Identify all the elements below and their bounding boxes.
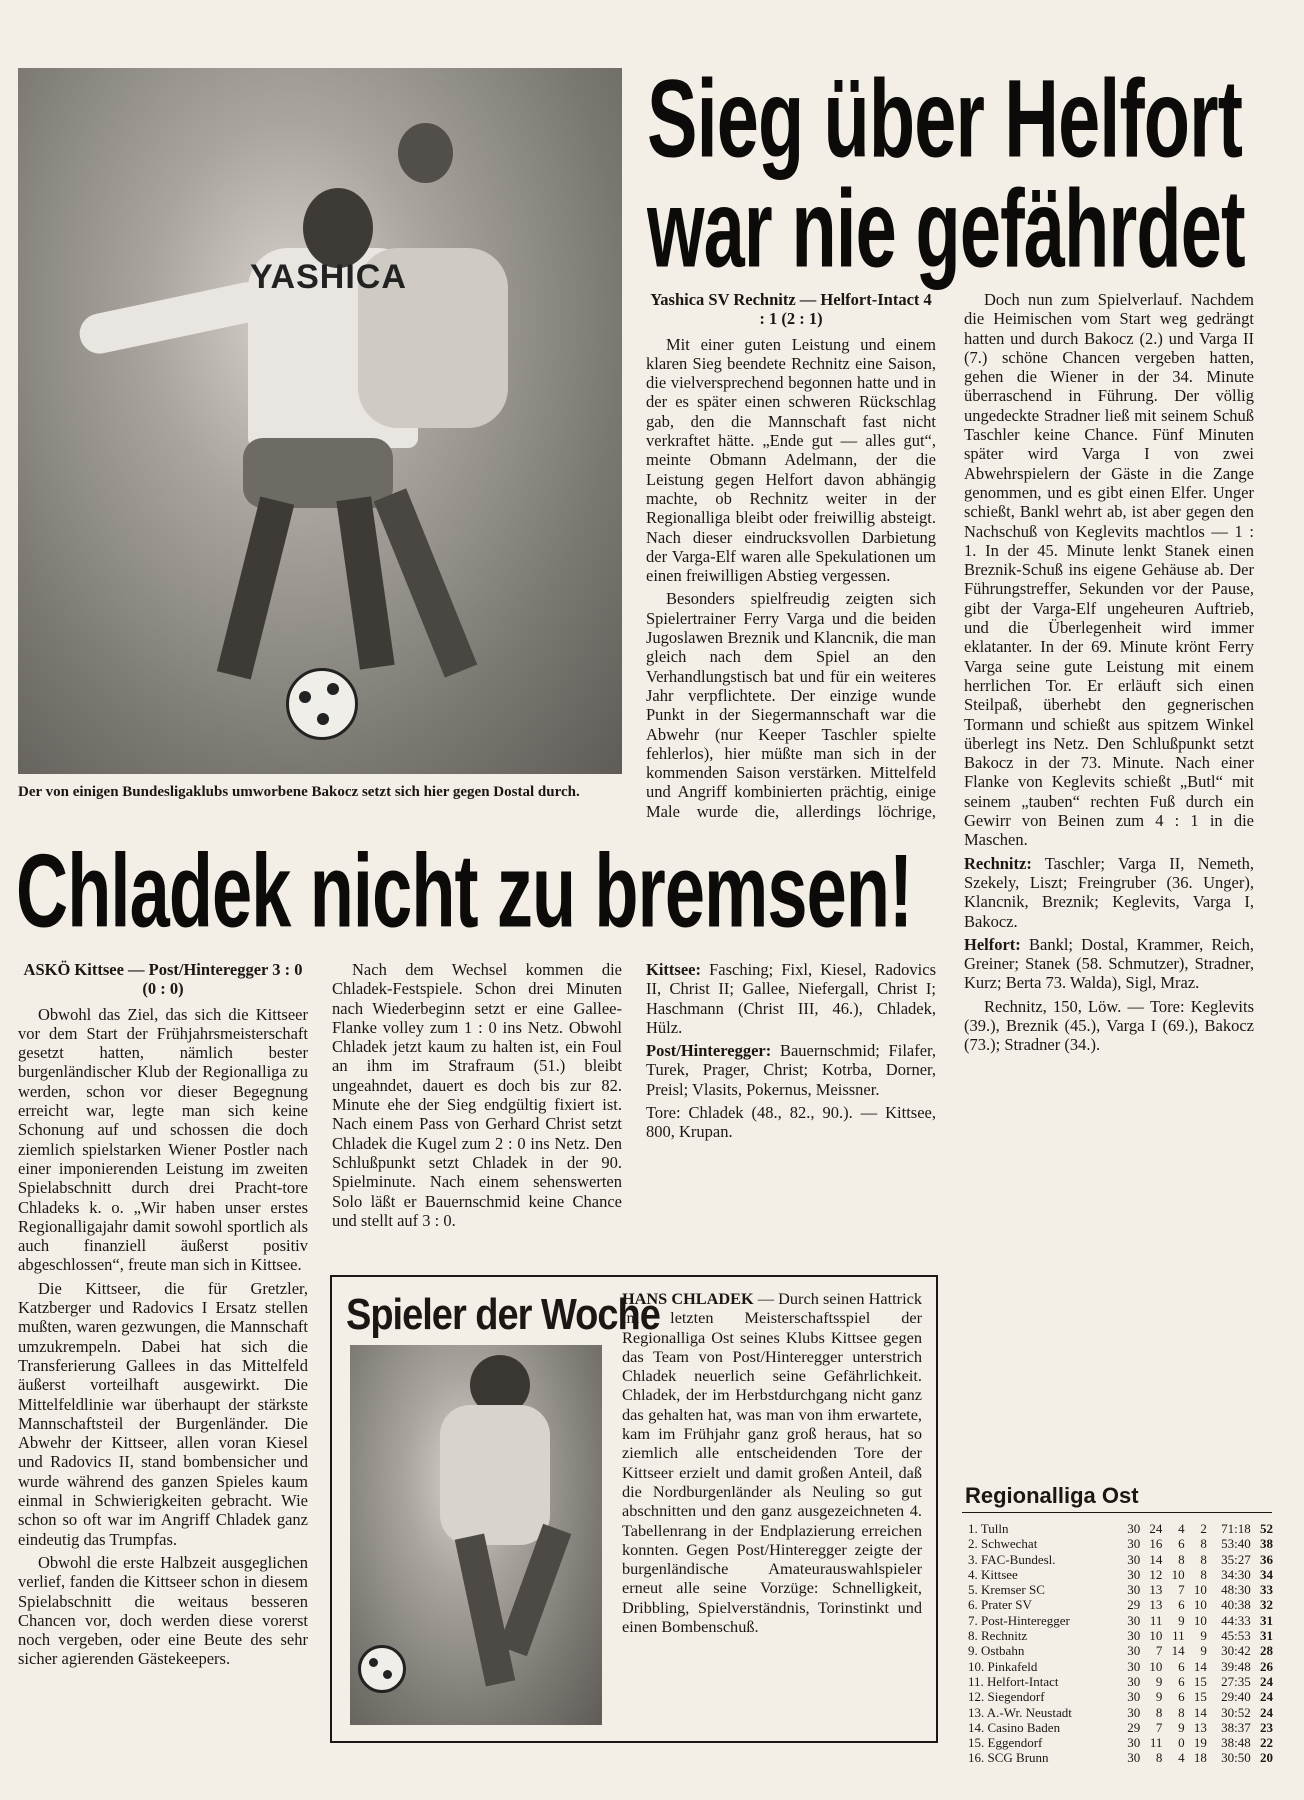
article2-lineup-kittsee-team: Kittsee: <box>646 960 701 979</box>
table-stat: 13 <box>1193 1719 1207 1735</box>
table-stat: 6 <box>1178 1689 1185 1705</box>
table-stat: 27:35 <box>1221 1673 1251 1689</box>
table-stat: 11 <box>1149 1612 1163 1628</box>
table-stat: 30:52 <box>1221 1704 1251 1720</box>
table-stat: 48:30 <box>1221 1582 1251 1598</box>
table-row <box>968 1597 1273 1612</box>
table-stat: 26 <box>1260 1658 1273 1674</box>
table-stat: 10 <box>1171 1566 1185 1582</box>
table-stat: 30 <box>1127 1582 1141 1598</box>
table-stat: 33 <box>1260 1582 1273 1598</box>
table-stat: 16 <box>1149 1536 1163 1552</box>
article1-lineup-rechnitz <box>964 854 1254 931</box>
table-stat: 24 <box>1149 1521 1163 1536</box>
table-team: 5. Kremser SC <box>968 1582 1045 1598</box>
player-photo <box>350 1345 602 1725</box>
table-stat: 11 <box>1172 1628 1185 1644</box>
table-row <box>968 1674 1273 1689</box>
article2-paragraph2: Die Kittseer, die für Gretzler, Katzberger und Radovics I Ersatz stellen mußten, waren gezwungen, die Mannschaft umzukrempeln. Dabei hat sich die Transferierung Gallees in das Mittelfeld äußerst vorteilhaft ausgewirkt. Die Mittelfeldlinie war überhaupt der stärkste Mannschaftsteil der Burgenländer. Die Abwehr der Kittseer, allen voran Kiesel und Radovics II, stand bombensicher und wurde während des ganzen Spieles kaum einmal in Schwierigkeiten gebracht. Wie schon so oft war im Angriff Chladek ganz eindeutig das Trumpfas. <box>18 1278 308 1549</box>
table-stat: 9 <box>1200 1628 1207 1644</box>
table-stat: 6 <box>1178 1597 1185 1613</box>
jersey-lettering: YASHICA <box>250 258 407 296</box>
table-stat: 31 <box>1260 1612 1273 1628</box>
photo-caption: Der von einigen Bundesligaklubs umworbene Bakocz setzt sich hier gegen Dostal durch. <box>18 784 580 800</box>
table-row <box>968 1689 1273 1704</box>
table-stat: 12 <box>1149 1566 1163 1582</box>
table-stat: 15 <box>1193 1673 1207 1689</box>
table-stat: 10 <box>1193 1597 1207 1613</box>
table-stat: 0 <box>1178 1735 1185 1751</box>
table-stat: 4 <box>1178 1750 1185 1766</box>
table-stat: 38 <box>1260 1536 1273 1552</box>
table-stat: 30 <box>1127 1551 1141 1567</box>
article1-paragraph2-part: Besonders spielfreudig zeigten sich Spielertrainer Ferry Varga und die beiden Jugoslawen Breznik und Klancnik, die man gleich nach dem Spiel an den Verhandlungstisch bat und für ein weiteres Jahr verpflichtete. Der einzige wunde Punkt in der Siegermannschaft war die Abwehr (nur Keeper Taschler spielte fehlerlos), hier müßte man sich in der kommenden Saison verstärken. Mittelfeld und Angriff kombinierten prächtig, einige Male wurde die, allerdings löchrige, <box>646 589 936 820</box>
table-stat: 38:37 <box>1221 1719 1251 1735</box>
table-stat: 30 <box>1127 1628 1141 1644</box>
table-stat: 20 <box>1260 1750 1273 1766</box>
table-stat: 53:40 <box>1221 1536 1251 1552</box>
table-stat: 13 <box>1149 1597 1163 1613</box>
table-stat: 30:42 <box>1221 1643 1251 1659</box>
table-team: 13. A.-Wr. Neustadt <box>968 1704 1072 1720</box>
table-team: 6. Prater SV <box>968 1597 1032 1613</box>
table-row <box>968 1521 1273 1536</box>
article1-lineup-rechnitz-text: Taschler; Varga II, Nemeth, Szekely, Liszt; Freingruber (36. Unger), Klancnik, Breznik; Keglevits, Varga I, Bakocz. <box>964 853 1254 931</box>
table-team: 12. Siegendorf <box>968 1689 1045 1705</box>
table-stat: 30 <box>1127 1689 1141 1705</box>
headline-sieg-line1: Sieg über Helfort <box>647 56 1243 181</box>
table-stat: 9 <box>1200 1643 1207 1659</box>
article2-lineup-kittsee <box>646 960 936 1037</box>
article1-lineup-rechnitz-team: Rechnitz: <box>964 853 1032 873</box>
article2-lineup-kittsee-text: Fasching; Fixl, Kiesel, Radovics II, Christ II; Gallee, Niefergall, Christ I; Haschmann (Christ III, 46.), Chladek, Hülz. <box>646 960 936 1037</box>
table-team: 9. Ostbahn <box>968 1643 1025 1659</box>
table-stat: 14 <box>1149 1551 1163 1567</box>
table-stat: 30:50 <box>1221 1750 1251 1766</box>
table-stat: 7 <box>1155 1643 1163 1659</box>
table-stat: 30 <box>1127 1612 1141 1628</box>
table-stat: 9 <box>1155 1689 1163 1705</box>
table-stat: 36 <box>1260 1551 1273 1567</box>
table-stat: 29 <box>1127 1719 1141 1735</box>
table-rule <box>962 1512 1272 1513</box>
table-team: 2. Schwechat <box>968 1536 1038 1552</box>
table-stat: 23 <box>1260 1719 1273 1735</box>
article1-column1 <box>646 290 936 820</box>
table-stat: 14 <box>1193 1704 1207 1720</box>
table-stat: 18 <box>1193 1750 1207 1766</box>
table-stat: 24 <box>1260 1704 1273 1720</box>
table-stat: 7 <box>1155 1719 1163 1735</box>
table-stat: 11 <box>1149 1735 1163 1751</box>
table-row <box>968 1750 1273 1765</box>
table-stat: 30 <box>1127 1566 1141 1582</box>
table-team: 11. Helfort-Intact <box>968 1673 1059 1689</box>
table-stat: 30 <box>1127 1735 1141 1751</box>
article2-lineup-post <box>646 1041 936 1099</box>
table-row <box>968 1705 1273 1720</box>
table-stat: 8 <box>1178 1704 1185 1720</box>
league-table-title: Regionalliga Ost <box>965 1483 1139 1508</box>
table-stat: 34:30 <box>1221 1566 1251 1582</box>
table-stat: 6 <box>1178 1658 1185 1674</box>
article1-lineup-helfort-text: Bankl; Dostal, Krammer, Reich, Greiner; Stanek (58. Schmutzer), Stradner, Kurz; Berta 73. Walda), Sigl, Mraz. <box>964 934 1254 993</box>
table-stat: 31 <box>1260 1628 1273 1644</box>
table-stat: 39:48 <box>1221 1658 1251 1674</box>
table-team: 15. Eggendorf <box>968 1735 1043 1751</box>
table-team: 10. Pinkafeld <box>968 1658 1038 1674</box>
table-stat: 71:18 <box>1221 1521 1251 1536</box>
table-stat: 8 <box>1200 1551 1207 1567</box>
player-of-week-text <box>622 1289 922 1729</box>
article2-paragraph1: Obwohl das Ziel, das sich die Kittseer vor dem Start der Frühjahrsmeisterschaft gesetzt hatten, nämlich bester burgenländischer Klub der Regionalliga zu werden, schon vor dieser Begegnung erreicht war, legte man sich keine Schonung auf und schossen die doch ziemlich spielstarken Wiener Postler nach einer imponierenden Leistung im zweiten Spielabschnitt durch drei Pracht-tore Chladeks k. o. „Wir haben unser erstes Regionalligajahr damit sowohl sportlich als auch finanziell äußerst positiv abgeschlossen“, freute man sich in Kittsee. <box>18 1004 308 1275</box>
article1-paragraph3: Doch nun zum Spielverlauf. Nachdem die Heimischen vom Start weg gedrängt hatten und durch Bakocz (2.) und Varga II (7.) schöne Chancen vergeben hatten, gehen die Wiener in der 34. Minute überraschend in Führung. Der völlig ungedeckte Stradner ließ mit seinem Schuß Taschler keine Chance. Fünf Minuten später wird Varga I von zwei Abwehrspielern der Gäste in die Zange genommen, und es gibt einen Elfer. Unger schießt, Bankl wehrt ab, ist aber gegen den Nachschuß von Keglevits machtlos — 1 : 1. In der 45. Minute lenkt Stanek einen Breznik-Schuß ins eigene Gehäuse ab. Der Führungstreffer, Sekunden vor der Pause, gibt der Varga-Elf ungeheuren Auftrieb, und die Überlegenheit wird immer eklatanter. In der 69. Minute krönt Ferry Varga seine gute Leistung mit einem herrlichen Tor. Er erläuft sich einen Steilpaß, überhebt den gegnerischen Tormann und schießt aus spitzem Winkel überlegt ins Netz. Den Schlußpunkt setzt Bakocz in der 73. Minute. Nach einer Flanke von Keglevits schießt „Butl“ mit seinem „tauben“ rechten Fuß durch ein Gewirr von Beinen zum 4 : 1 in die Maschen. <box>964 290 1254 850</box>
table-stat: 7 <box>1178 1582 1185 1598</box>
table-stat: 29:40 <box>1221 1689 1251 1705</box>
table-team: 16. SCG Brunn <box>968 1750 1049 1766</box>
table-stat: 24 <box>1260 1673 1273 1689</box>
article2-column3 <box>646 960 936 1260</box>
table-stat: 10 <box>1149 1628 1163 1644</box>
table-stat: 10 <box>1193 1582 1207 1598</box>
table-stat: 8 <box>1155 1704 1163 1720</box>
article1-summary: Rechnitz, 150, Löw. — Tore: Keglevits (39.), Breznik (45.), Varga I (69.), Bakocz (73.); Stradner (34.). <box>964 996 1254 1055</box>
article2-column2 <box>332 960 622 1260</box>
table-team: 14. Casino Baden <box>968 1719 1061 1735</box>
table-stat: 6 <box>1178 1536 1185 1552</box>
article1-subtitle: Yashica SV Rechnitz — Helfort-Intact 4 : 1 (2 : 1) <box>650 290 932 329</box>
article2-summary: Tore: Chladek (48., 82., 90.). — Kittsee, 800, Krupan. <box>646 1103 936 1142</box>
table-stat: 40:38 <box>1221 1597 1251 1613</box>
player-description: — Durch seinen Hattrick im letzten Meisterschaftsspiel der Regionalliga Ost seines Klubs Kittsee gegen das Team von Post/Hinteregger unterstrich Chladek neuerlich seine Gefährlichkeit. Chladek, der im Herbstdurchgang nicht ganz das gehalten hat, was man von ihm erwartete, kam im Frühjahr ganz groß heraus, hat so ziemlich alle entscheidenden Tore der Kittseer erzielt und damit großen Anteil, daß die Nordburgenländer als Neuling so gut abschnitten und den ganz ausgezeichneten 4. Tabellenrang in der Endplazierung erreichen konnten. Gegen Post/Hinteregger zeigte der burgenländische Amateurauswahlspieler erneut alle seine Vorzüge: Schnelligkeit, Dribbling, Spielverständnis, Torinstinkt und einen Bombenschuß. <box>622 1289 922 1637</box>
player-of-week-title: Spieler der Woche <box>346 1291 660 1340</box>
table-row <box>968 1735 1273 1750</box>
table-row <box>968 1567 1273 1582</box>
table-stat: 4 <box>1178 1521 1185 1536</box>
table-team: 1. Tulln <box>968 1521 1009 1536</box>
player-name: HANS CHLADEK <box>622 1289 754 1308</box>
match-photo <box>18 68 622 774</box>
table-stat: 52 <box>1260 1521 1273 1536</box>
article2-paragraph4: Nach dem Wechsel kommen die Chladek-Festspiele. Schon drei Minuten nach Wiederbeginn setzt er eine Gallee-Flanke volley zum 1 : 0 ins Netz. Obwohl Chladek jetzt kaum zu halten ist, ein Foul an ihm im Strafraum (51.) bleibt ungeahndet, dauert es doch bis zur 82. Minute ehe der Sieg endgültig fixiert ist. Nach einem Pass von Gerhard Christ setzt Chladek die Kugel zum 2 : 0 ins Netz. Den Schlußpunkt setzt Chladek in der 90. Spielminute. Nach einem sehenswerten Solo läßt er Bauernschmid keine Chance und stellt auf 3 : 0. <box>332 960 622 1230</box>
table-row <box>968 1659 1273 1674</box>
headline-chladek: Chladek nicht zu bremsen! <box>16 833 913 950</box>
table-team: 4. Kittsee <box>968 1566 1018 1582</box>
table-stat: 19 <box>1193 1735 1207 1751</box>
table-team: 8. Rechnitz <box>968 1628 1028 1644</box>
table-row <box>968 1628 1273 1643</box>
article2-subtitle: ASKÖ Kittsee — Post/Hinteregger 3 : 0 (0 : 0) <box>23 960 303 999</box>
table-row <box>968 1613 1273 1628</box>
table-stat: 30 <box>1127 1658 1141 1674</box>
table-stat: 13 <box>1149 1582 1163 1598</box>
table-stat: 30 <box>1127 1643 1141 1659</box>
table-team: 7. Post-Hinteregger <box>968 1612 1070 1628</box>
table-team: 3. FAC-Bundesl. <box>968 1551 1056 1567</box>
table-stat: 22 <box>1260 1735 1273 1751</box>
table-stat: 10 <box>1149 1658 1163 1674</box>
table-stat: 30 <box>1127 1536 1141 1552</box>
table-stat: 15 <box>1193 1689 1207 1705</box>
table-stat: 14 <box>1171 1643 1185 1659</box>
table-stat: 8 <box>1155 1750 1163 1766</box>
table-stat: 9 <box>1155 1673 1163 1689</box>
table-stat: 28 <box>1260 1643 1273 1659</box>
table-stat: 35:27 <box>1221 1551 1251 1567</box>
table-stat: 30 <box>1127 1673 1141 1689</box>
player-of-week-box <box>330 1275 938 1743</box>
article2-column1 <box>18 960 308 1750</box>
table-stat: 32 <box>1260 1597 1273 1613</box>
table-stat: 6 <box>1178 1673 1185 1689</box>
table-stat: 10 <box>1193 1612 1207 1628</box>
table-stat: 9 <box>1178 1612 1185 1628</box>
article1-column2 <box>964 290 1254 1458</box>
article1-lineup-helfort <box>964 935 1254 993</box>
table-stat: 14 <box>1193 1658 1207 1674</box>
table-row <box>968 1720 1273 1735</box>
table-stat: 2 <box>1200 1521 1207 1536</box>
table-stat: 9 <box>1178 1719 1185 1735</box>
table-row <box>968 1552 1273 1567</box>
table-stat: 8 <box>1200 1566 1207 1582</box>
table-stat: 30 <box>1127 1521 1141 1536</box>
table-stat: 24 <box>1260 1689 1273 1705</box>
table-stat: 38:48 <box>1221 1735 1251 1751</box>
article2-paragraph3: Obwohl die erste Halbzeit ausgeglichen verlief, fanden die Kittseer schon in diesem Spielabschnitt die weitaus besseren Chancen vor, doch werden diese vorerst noch vergeben, oder eine Beute des sehr sicher agierenden Gästekeepers. <box>18 1552 308 1669</box>
headline-sieg-line2: war nie gefährdet <box>647 166 1245 291</box>
article1-paragraph1: Mit einer guten Leistung und einem klaren Sieg beendete Rechnitz eine Saison, die vielversprechend begonnen hatte und in der es später einen schweren Rückschlag gab, den die Mannschaft fast nicht verkraftet hätte. „Ende gut — alles gut“, meinte Obmann Adelmann, der die Leistung gegen Helfort davon abhängig machte, ob Rechnitz weiter in der Regionalliga bleibt oder freiwillig absteigt. Nach dieser eindrucksvollen Darbietung der Varga-Elf waren alle Spekulationen um einen freiwilligen Abstieg vergessen. <box>646 334 936 586</box>
table-stat: 30 <box>1127 1750 1141 1766</box>
player-of-week-paragraph <box>622 1289 922 1636</box>
table-stat: 8 <box>1178 1551 1185 1567</box>
article2-lineup-post-text: Bauernschmid; Filafer, Turek, Prager, Christ; Kotrba, Dorner, Preisl; Vlasits, Pokernus, Meissner. <box>646 1041 936 1099</box>
article1-lineup-helfort-team: Helfort: <box>964 934 1021 954</box>
league-table <box>968 1521 1273 1766</box>
table-row <box>968 1643 1273 1658</box>
table-stat: 30 <box>1127 1704 1141 1720</box>
table-stat: 8 <box>1200 1536 1207 1552</box>
table-row <box>968 1582 1273 1597</box>
table-stat: 34 <box>1260 1566 1273 1582</box>
table-stat: 44:33 <box>1221 1612 1251 1628</box>
table-stat: 45:53 <box>1221 1628 1251 1644</box>
table-row <box>968 1536 1273 1551</box>
article2-lineup-post-team: Post/Hinteregger: <box>646 1041 772 1061</box>
table-stat: 29 <box>1127 1597 1141 1613</box>
